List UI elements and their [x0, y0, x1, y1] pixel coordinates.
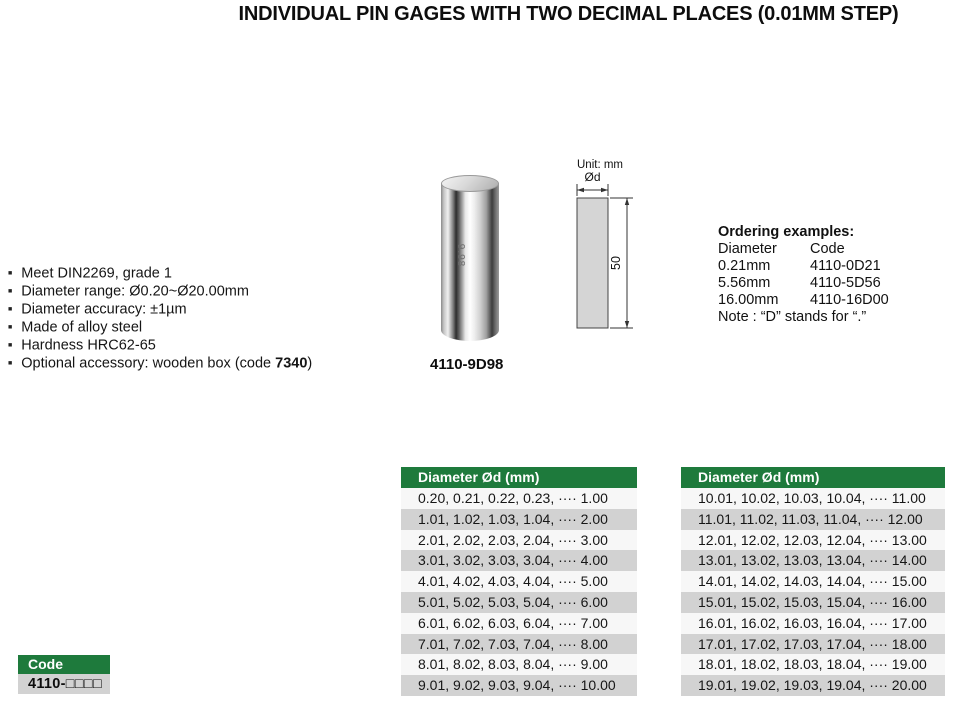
- feature-list: [8, 265, 312, 374]
- feature-optional-suffix: ): [307, 355, 313, 372]
- code-box-header: Code: [18, 655, 110, 674]
- table-row: 16.01, 16.02, 16.03, 16.04, ···· 17.00: [681, 613, 945, 634]
- ordering-col-diameter: Diameter: [718, 241, 777, 257]
- ordering-diameter: 16.00mm: [718, 292, 779, 308]
- product-model-label: 4110-9D98: [430, 356, 504, 373]
- dim-arrow-left: [577, 188, 584, 192]
- table-row: 8.01, 8.02, 8.03, 8.04, ···· 9.00: [401, 654, 637, 675]
- ordering-examples: [718, 224, 889, 326]
- pin-profile-rect: [577, 198, 608, 328]
- pin-gage-top-face: [441, 175, 499, 192]
- ordering-code: 4110-16D00: [810, 292, 889, 308]
- unit-label: Unit: mm: [577, 159, 623, 171]
- table-row: 1.01, 1.02, 1.03, 1.04, ···· 2.00: [401, 509, 637, 530]
- table-row: 4.01, 4.02, 4.03, 4.04, ···· 5.00: [401, 571, 637, 592]
- feature-item-optional: [8, 355, 312, 373]
- table-row: 0.20, 0.21, 0.22, 0.23, ···· 1.00: [401, 488, 637, 509]
- dim-arrow-down: [625, 321, 629, 328]
- diameter-table-1: [401, 467, 637, 696]
- ordering-code: 4110-5D56: [810, 275, 881, 291]
- pin-gage-photo: [441, 175, 499, 345]
- diameter-dim-label: Ød: [584, 170, 601, 184]
- code-box-value: 4110-□□□□: [18, 674, 110, 694]
- ordering-col-code: Code: [810, 241, 845, 257]
- dim-arrow-right: [601, 188, 608, 192]
- dim-arrow-up: [625, 198, 629, 205]
- table-row: 7.01, 7.02, 7.03, 7.04, ···· 8.00: [401, 634, 637, 655]
- table-header: Diameter Ød (mm): [681, 467, 945, 488]
- feature-item: ■ Meet DIN2269, grade 1: [8, 265, 312, 283]
- feature-optional-prefix: Optional accessory: wooden box (code: [21, 355, 276, 372]
- feature-item: ■ Diameter range: Ø0.20~Ø20.00mm: [8, 283, 312, 301]
- table-row: 12.01, 12.02, 12.03, 12.04, ···· 13.00: [681, 530, 945, 551]
- feature-item: ■ Hardness HRC62-65: [8, 337, 312, 355]
- pin-gage-marking: 9.98: [455, 243, 467, 268]
- dimension-drawing: [565, 168, 645, 343]
- table-row: 9.01, 9.02, 9.03, 9.04, ···· 10.00: [401, 675, 637, 696]
- table-header: Diameter Ød (mm): [401, 467, 637, 488]
- ordering-heading: Ordering examples:: [718, 224, 855, 240]
- ordering-note: Note : “D” stands for “.”: [718, 309, 867, 325]
- ordering-code: 4110-0D21: [810, 258, 881, 274]
- pin-gage-body: [441, 183, 499, 341]
- ordering-table: [718, 241, 889, 309]
- ordering-diameter: 0.21mm: [718, 258, 771, 274]
- table-row: 10.01, 10.02, 10.03, 10.04, ···· 11.00: [681, 488, 945, 509]
- page-title: INDIVIDUAL PIN GAGES WITH TWO DECIMAL PLACES (0.01MM STEP): [238, 3, 899, 25]
- ordering-diameter: 5.56mm: [718, 275, 771, 291]
- table-row: 2.01, 2.02, 2.03, 2.04, ···· 3.00: [401, 530, 637, 551]
- feature-optional-code: 7340: [275, 355, 308, 372]
- table-row: 3.01, 3.02, 3.03, 3.04, ···· 4.00: [401, 550, 637, 571]
- table-row: 6.01, 6.02, 6.03, 6.04, ···· 7.00: [401, 613, 637, 634]
- diameter-table-2: [681, 467, 945, 696]
- table-row: 18.01, 18.02, 18.03, 18.04, ···· 19.00: [681, 654, 945, 675]
- table-row: 5.01, 5.02, 5.03, 5.04, ···· 6.00: [401, 592, 637, 613]
- table-row: 11.01, 11.02, 11.03, 11.04, ···· 12.00: [681, 509, 945, 530]
- code-box: [18, 655, 110, 694]
- table-row: 15.01, 15.02, 15.03, 15.04, ···· 16.00: [681, 592, 945, 613]
- length-dim-label: 50: [609, 256, 623, 270]
- feature-item: ■ Made of alloy steel: [8, 319, 312, 337]
- table-row: 19.01, 19.02, 19.03, 19.04, ···· 20.00: [681, 675, 945, 696]
- table-row: 17.01, 17.02, 17.03, 17.04, ···· 18.00: [681, 634, 945, 655]
- table-row: 13.01, 13.02, 13.03, 13.04, ···· 14.00: [681, 550, 945, 571]
- feature-item: ■ Diameter accuracy: ±1µm: [8, 301, 312, 319]
- table-row: 14.01, 14.02, 14.03, 14.04, ···· 15.00: [681, 571, 945, 592]
